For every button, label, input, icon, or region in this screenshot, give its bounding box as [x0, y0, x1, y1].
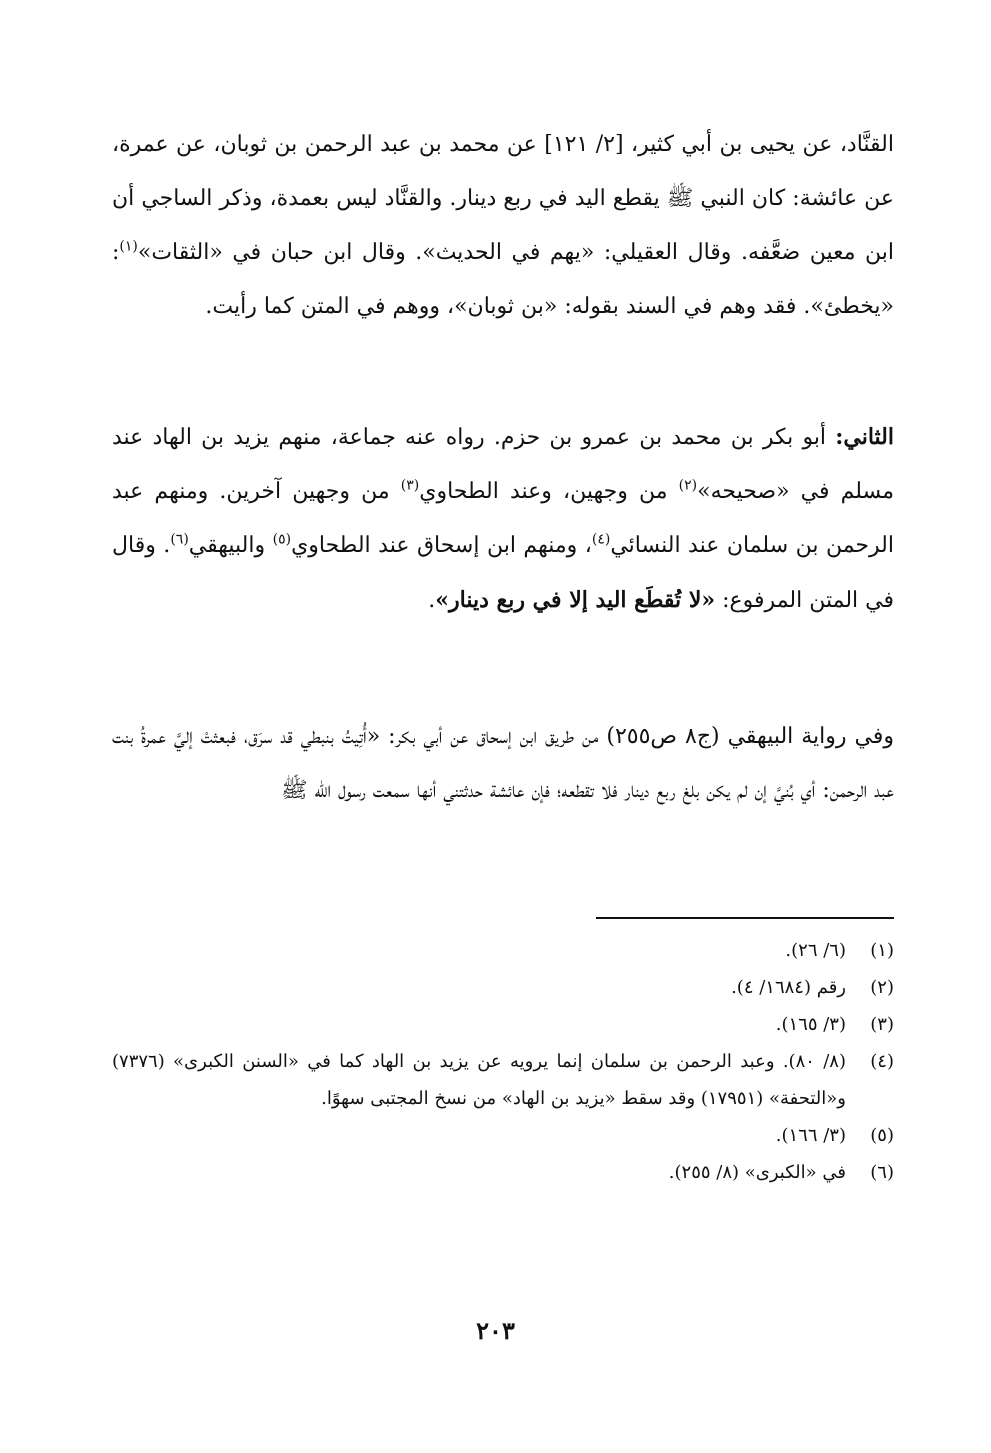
paragraph-2-text-4: ، ومنهم ابن إسحاق عند الطحاوي — [291, 533, 592, 558]
paragraph-1-text-cont: : «يخطئ». فقد وهم في السند بقوله: «بن ثوبان»، ووهم في المتن كما رأيت. — [112, 240, 894, 319]
footnote-5 — [112, 1117, 894, 1154]
footnote-number: (٦) — [870, 1162, 894, 1183]
paragraph-2-text-7: . — [428, 588, 436, 613]
paragraph-2-text-6: . وقال في المتن المرفوع: — [112, 533, 894, 613]
paragraph-2-text-5: والبيهقي — [188, 533, 273, 558]
footnote-text: في «الكبرى» (٨/ ٢٥٥). — [668, 1162, 846, 1183]
footnote-text: رقم (١٦٨٤/ ٤). — [731, 977, 846, 998]
footnote-2 — [112, 969, 894, 1006]
paragraph-2-text-3: من وجهين آخرين. ومنهم عبد الرحمن بن سلمان عند النسائي — [112, 479, 894, 558]
footnote-ref-4: (٤) — [591, 531, 611, 548]
footnote-ref-5: (٥) — [272, 531, 292, 548]
footnote-4 — [112, 1043, 894, 1117]
footnote-number: (٢) — [870, 977, 894, 998]
paragraph-1-text: القنَّاد، عن يحيى بن أبي كثير، [٢/ ١٢١] عن محمد بن عبد الرحمن بن ثوبان، عن عمرة، عن عائشة: كان النبي ﷺ يقطع اليد في ربع دينار. والقنَّاد ليس بعمدة، وذكر الساجي أن ابن معين ضعَّفه. وقال العقيلي: «يهم في الحديث». وقال ابن حبان في «الثقات» — [112, 132, 894, 265]
footnote-separator — [596, 917, 894, 919]
footnote-ref-1: (١) — [119, 238, 138, 255]
footnote-text: (٦/ ٢٦). — [785, 940, 846, 961]
page-number: ٢٠٣ — [476, 1316, 515, 1345]
paragraph-2-quote: «لا تُقطَع اليد إلا في ربع دينار» — [435, 587, 716, 613]
footnote-ref-2: (٢) — [678, 477, 698, 494]
footnote-ref-6: (٦) — [170, 531, 189, 548]
paragraph-3 — [112, 710, 894, 818]
footnote-number: (٥) — [870, 1125, 894, 1146]
footnote-number: (٤) — [870, 1051, 894, 1072]
paragraph-2-text-1: أبو بكر بن محمد بن عمرو بن حزم. رواه عنه جماعة، منهم يزيد بن الهاد عند مسلم في «صحيحه» — [112, 425, 894, 504]
paragraph-1 — [112, 118, 894, 334]
paragraph-2 — [112, 410, 894, 628]
footnote-text: (٣/ ١٦٥). — [775, 1014, 846, 1035]
paragraph-2-lead: الثاني: — [835, 424, 894, 450]
footnote-1 — [112, 932, 894, 969]
footnote-text: (٨/ ٨٠). وعبد الرحمن بن سلمان إنما يرويه عن يزيد بن الهاد كما في «السنن الكبرى» (٧٣٧٦) و«التحفة» (١٧٩٥١) وقد سقط «يزيد بن الهاد» من نسخ المجتبى سهوًا. — [112, 1051, 846, 1109]
footnote-3 — [112, 1006, 894, 1043]
paragraph-2-text-2: من وجهين، وعند الطحاوي — [419, 479, 679, 504]
footnote-number: (١) — [870, 940, 894, 961]
footnote-number: (٣) — [870, 1014, 894, 1035]
footnotes-list — [112, 932, 894, 1191]
paragraph-3-text: وفي رواية البيهقي (ج٨ ص٢٥٥) من طريق ابن إسحاق عن أبي بكر: «أُتِيتُ بنبطي قد سرَق، فبعثتْ إليَّ عمرةُ بنت عبد الرحمن: أي بُنيَّ إن لم يكن بلغ ربع دينار فلا تقطعه؛ فإن عائشة حدثتني أنها سمعت رسول الله ﷺ — [112, 724, 894, 803]
footnote-text: (٣/ ١٦٦). — [775, 1125, 846, 1146]
footnote-ref-3: (٣) — [400, 477, 420, 494]
footnote-6 — [112, 1154, 894, 1191]
